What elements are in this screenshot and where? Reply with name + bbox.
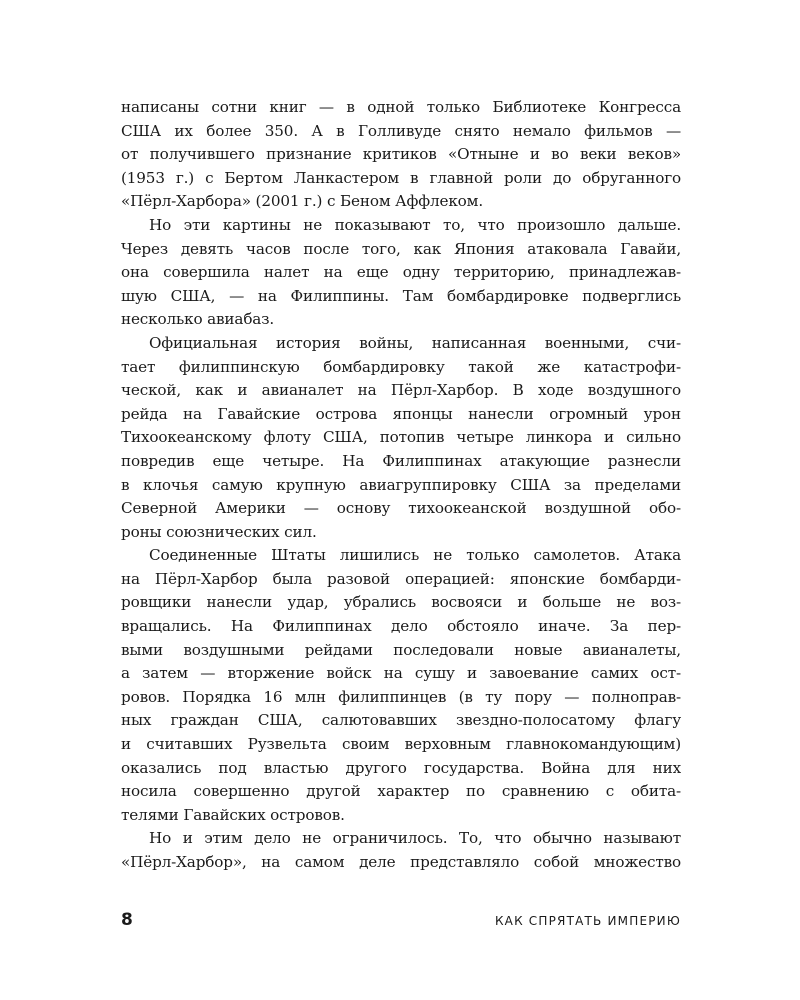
text-line: ровов. Порядка 16 млн филиппинцев (в ту пору — полноправ- — [121, 687, 681, 706]
page-number: 8 — [121, 910, 133, 930]
text-line: несколько авиабаз. — [121, 310, 275, 329]
text-line: Тихоокеанскому флоту США, потопив четыре линкора и сильно — [121, 428, 681, 447]
text-line: вращались. На Филиппинах дело обстояло иначе. За пер- — [121, 617, 681, 636]
text-line: «Пёрл-Харбора» (2001 г.) с Беном Аффлеком. — [121, 192, 484, 211]
text-line: оказались под властью другого государства. Война для них — [121, 758, 681, 777]
text-line: Северной Америки — основу тихоокеанской воздушной обо- — [121, 499, 681, 518]
text-line: выми воздушными рейдами последовали новые авианалеты, — [121, 640, 681, 659]
text-line: она совершила налет на еще одну территорию, принадлежав- — [121, 263, 681, 282]
text-line: США их более 350. А в Голливуде снято немало фильмов — — [121, 121, 681, 140]
text-line: ровщики нанесли удар, убрались восвояси и больше не воз- — [121, 593, 681, 612]
text-line: рейда на Гавайские острова японцы нанесли огромный урон — [121, 404, 681, 423]
text-line: (1953 г.) с Бертом Ланкастером в главной роли до обруганного — [121, 168, 681, 187]
text-line: Через девять часов после того, как Япония атаковала Гавайи, — [121, 239, 681, 258]
text-line: а затем — вторжение войск на сушу и завоевание самих ост- — [121, 664, 681, 683]
running-head: КАК СПРЯТАТЬ ИМПЕРИЮ — [494, 914, 681, 928]
text-line: «Пёрл-Харбор», на самом деле представляло собой множество — [121, 853, 681, 871]
text-line: повредив еще четыре. На Филиппинах атакующие разнесли — [121, 451, 681, 470]
text-line: на Пёрл-Харбор была разовой операцией: японские бомбарди- — [121, 569, 681, 588]
body-text — [121, 96, 681, 875]
text-line: написаны сотни книг — в одной только Библиотеке Конгресса — [121, 98, 681, 116]
text-line: роны союзнических сил. — [121, 522, 317, 541]
paragraph-first-line: Соединенные Штаты лишились не только самолетов. Атака — [149, 546, 681, 565]
text-line: носила совершенно другой характер по сравнению с обита- — [121, 782, 681, 801]
paragraph-first-line: Но и этим дело не ограничилось. То, что обычно называют — [149, 829, 681, 848]
page-footer — [121, 910, 681, 934]
text-line: телями Гавайских островов. — [121, 805, 345, 824]
paragraph-first-line: Но эти картины не показывают то, что произошло дальше. — [149, 215, 681, 234]
text-line: шую США, — на Филиппины. Там бомбардировке подверглись — [121, 286, 681, 305]
text-line: ных граждан США, салютовавших звездно-полосатому флагу — [121, 711, 681, 730]
text-line: ческой, как и авианалет на Пёрл-Харбор. В ходе воздушного — [121, 381, 681, 400]
paragraph-first-line: Официальная история войны, написанная военными, счи- — [149, 333, 681, 352]
text-line: тает филиппинскую бомбардировку такой же катастрофи- — [121, 357, 681, 376]
text-line: и считавших Рузвельта своим верховным главнокомандующим) — [121, 735, 681, 754]
text-line: от получившего признание критиков «Отныне и во веки веков» — [121, 145, 681, 164]
text-line: в клочья самую крупную авиагруппировку США за пределами — [121, 475, 681, 494]
